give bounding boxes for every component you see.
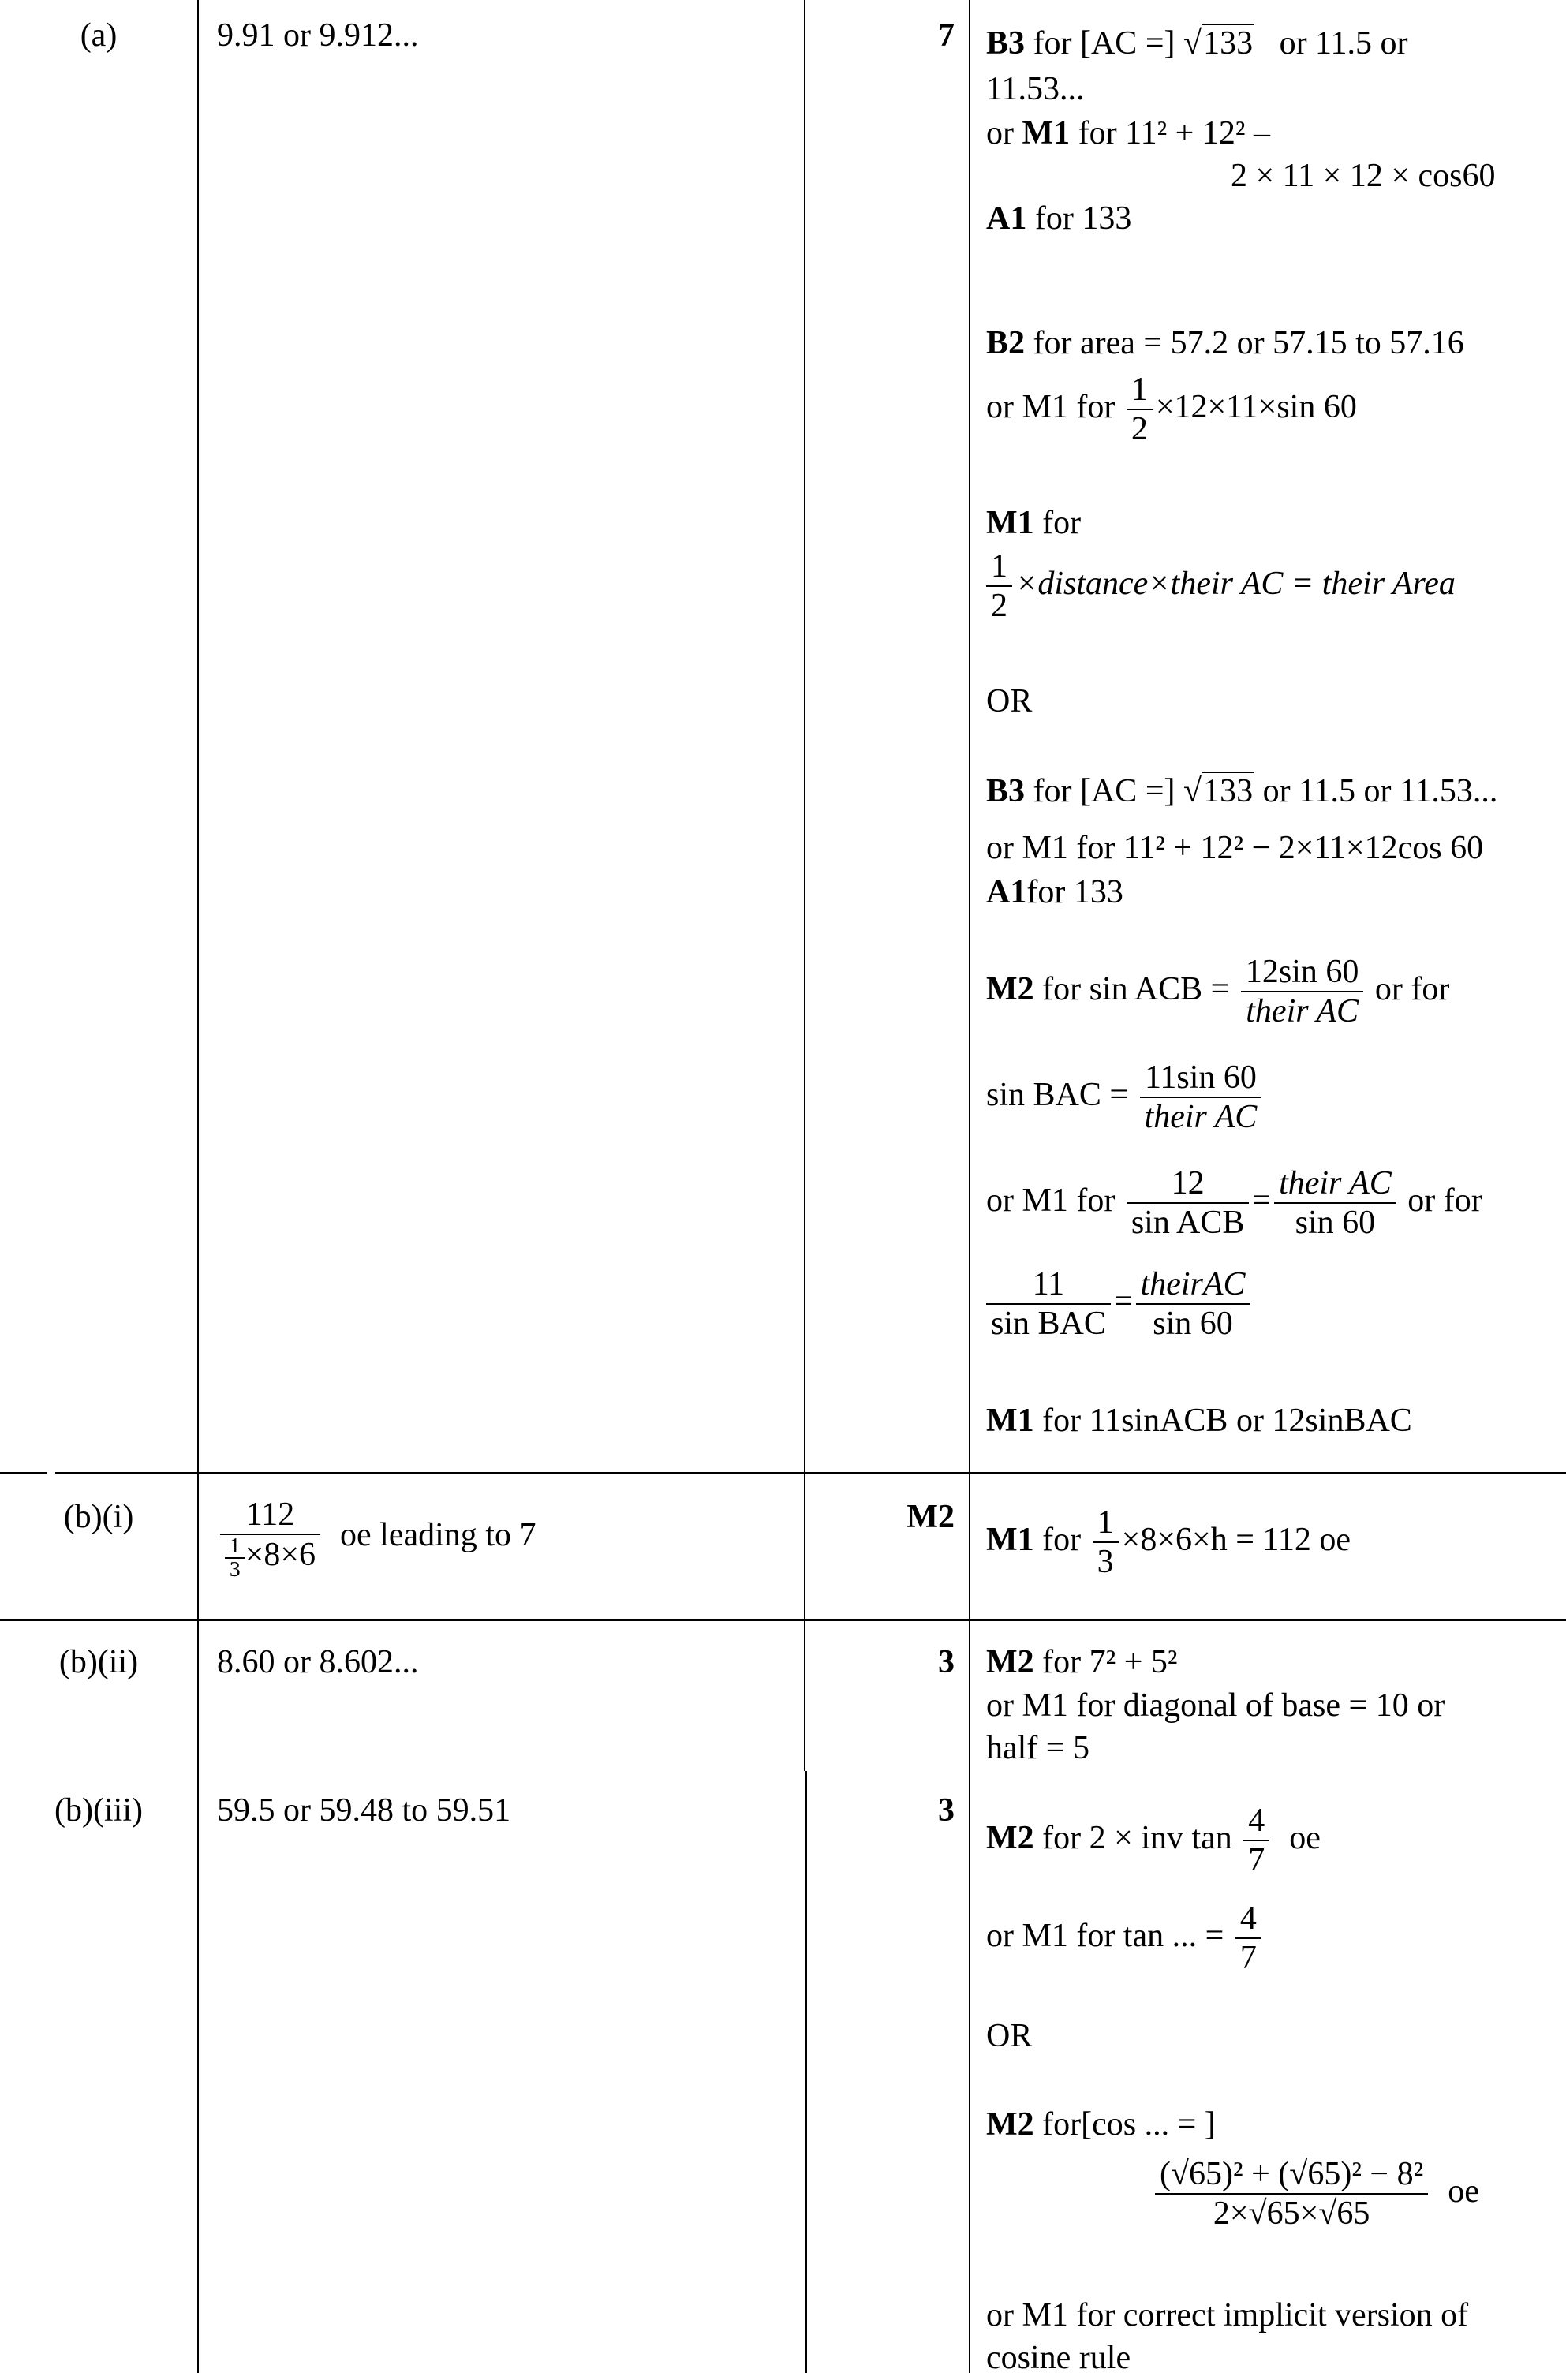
- answer-biii: 59.5 or 59.48 to 59.51: [217, 1792, 511, 1829]
- guidance-biii: M2 for 2 × inv tan $\frac{4}{7}$ oe or M1 for tan ... = $\frac{4}{7}$ OR M2 for[cos ... = ] $\frac{\text{(√65)² + (√65)² − 8²}}{2\times√65\times√65}$ oe or M1 for correct implicit version of cosine rule: [986, 1803, 1479, 2376]
- column-divider-1: [197, 0, 199, 2373]
- row-divider-1b: [55, 1472, 1566, 1474]
- row-divider-2: [0, 1619, 1566, 1621]
- row-divider-1: [0, 1472, 47, 1474]
- part-label-biii: (b)(iii): [54, 1792, 143, 1829]
- part-label-bii: (b)(ii): [58, 1644, 139, 1680]
- column-divider-3: [969, 0, 970, 2373]
- guidance-a: B3 for [AC =] √133 or 11.5 or 11.53... or M1 for 11² + 12² – 2 × 11 × 12 × cos60 A1 for 133 B2 for area = 57.2 or 57.15 to 57.16 or M1 for $\frac{1}{2}$ ×12×11×sin 60 M1 for $\frac{1}{2}$ ×distance×their AC = their Area OR B3 for [AC =] √133 or 11.5 or 11.53... or M1 for 11² + 12² − 2×11×12cos 60 A1for 133 M2 for sin ACB = $\frac{12\sin 60}{\text{their AC}}$ or for sin BAC = $\frac{11\sin 60}{\text{their AC}}$ or M1 for $\frac{12}{\text{sin ACB}}$ = $\frac{\text{their AC}}{\sin 60}$ or for $\frac{11}{\text{sin BAC}}$ = $\frac{\text{theirAC}}{\sin 60}$ M1 for 11sinACB or 12sinBAC: [986, 25, 1498, 1439]
- guidance-bii: M2 for 7² + 5² or M1 for diagonal of base = 10 or half = 5: [986, 1644, 1445, 1767]
- answer-a: 9.91 or 9.912...: [217, 17, 419, 54]
- column-divider-2b: [805, 1771, 807, 2373]
- mark-a: 7: [938, 17, 955, 54]
- part-label-bi: (b)(i): [63, 1499, 134, 1535]
- answer-bii: 8.60 or 8.602...: [217, 1644, 419, 1680]
- mark-bi: M2: [906, 1499, 955, 1535]
- mark-bii: 3: [938, 1644, 955, 1680]
- mark-biii: 3: [938, 1792, 955, 1829]
- guidance-bi: M1 for $\frac{1}{3}$ ×8×6×h = 112 oe: [986, 1504, 1351, 1581]
- part-label-a: (a): [80, 17, 118, 54]
- answer-bi: 112 $\frac{1}{3}$ ×8×6 oe leading to 7: [217, 1496, 801, 1580]
